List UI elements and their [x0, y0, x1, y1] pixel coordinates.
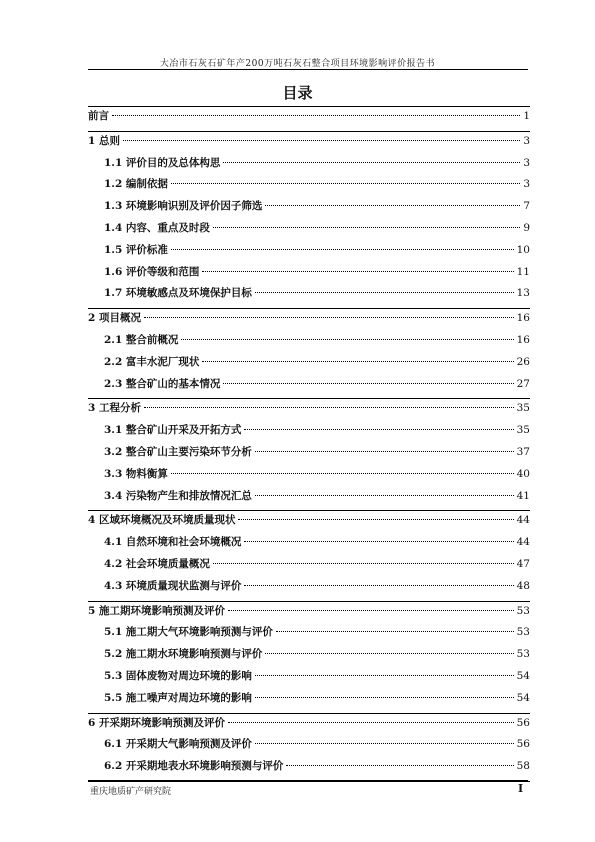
toc-entry-label: 3.1 整合矿山开采及开拓方式: [104, 424, 242, 437]
toc-entry-page: 53: [516, 626, 530, 639]
toc-entry-page: 1: [523, 110, 530, 122]
toc-subsection-entry[interactable]: [88, 422, 530, 444]
toc-entry-page: 40: [516, 467, 530, 480]
toc-entry-page: 56: [516, 738, 530, 751]
toc-section: [88, 308, 530, 398]
toc-entry-label: 5.1 施工期大气环境影响预测与评价: [104, 626, 273, 639]
toc-entry-page: 13: [516, 287, 530, 300]
toc-dot-leader: [213, 227, 520, 228]
toc-dot-leader: [213, 563, 514, 564]
toc-subsection-entry[interactable]: [88, 690, 530, 712]
header-divider: [88, 69, 528, 70]
toc-dot-leader: [171, 183, 520, 184]
toc-entry-label: 1 总则: [88, 134, 120, 147]
toc-entry-page: 35: [516, 402, 530, 415]
toc-entry-label: 1.1 评价目的及总体构思: [104, 156, 221, 169]
toc-subsection-entry[interactable]: [88, 488, 530, 510]
toc-entry-page: 16: [516, 333, 530, 346]
toc-subsection-entry[interactable]: [88, 242, 530, 264]
toc-subsection-entry[interactable]: [88, 736, 530, 758]
toc-subsection-entry[interactable]: [88, 466, 530, 488]
toc-entry-label: 4 区域环境概况及环境质量现状: [88, 514, 236, 527]
toc-entry-label: 3.2 整合矿山主要污染环节分析: [104, 445, 252, 458]
toc-entry-label: 2.2 富丰水泥厂现状: [104, 355, 200, 368]
toc-dot-leader: [181, 339, 513, 340]
toc-entry-label: 1.6 评价等级和范围: [104, 265, 200, 278]
toc-entry-label: 1.2 编制依据: [104, 178, 168, 191]
toc-chapter-entry[interactable]: [88, 603, 530, 625]
toc-dot-leader: [255, 697, 514, 698]
toc-entry-page: 58: [516, 760, 530, 773]
toc-dot-leader: [112, 115, 520, 116]
toc-subsection-entry[interactable]: [88, 264, 530, 286]
toc-dot-leader: [286, 765, 513, 766]
toc-subsection-entry[interactable]: [88, 198, 530, 220]
toc-chapter-entry[interactable]: [88, 715, 530, 737]
toc-section: [88, 510, 530, 600]
toc-section: [88, 601, 530, 713]
toc-entry-page: 35: [516, 424, 530, 437]
toc-entry-label: 1.7 环境敏感点及环境保护目标: [104, 287, 252, 300]
toc-entry-label: 4.1 自然环境和社会环境概况: [104, 536, 242, 549]
toc-dot-leader: [255, 451, 514, 452]
toc-dot-leader: [223, 162, 520, 163]
toc-entry-page: 53: [516, 604, 530, 617]
toc-entry-label: 2 项目概况: [88, 312, 141, 325]
toc-entry-page: 9: [523, 221, 530, 234]
toc-entry-page: 10: [516, 243, 530, 256]
toc-entry-page: 16: [516, 312, 530, 325]
toc-entry-label: 5.2 施工期水环境影响预测与评价: [104, 648, 263, 661]
running-header: 大冶市石灰石矿年产200万吨石灰石整合项目环境影响评价报告书: [159, 59, 436, 69]
toc-subsection-entry[interactable]: [88, 285, 530, 307]
toc-dot-leader: [223, 383, 513, 384]
toc-dot-leader: [202, 361, 513, 362]
toc-entry-page: 53: [516, 648, 530, 661]
toc-entry-page: 11: [516, 265, 530, 278]
toc-dot-leader: [255, 675, 514, 676]
toc-entry-page: 41: [516, 489, 530, 502]
toc-entry-page: 26: [516, 355, 530, 368]
toc-subsection-entry[interactable]: [88, 176, 530, 198]
toc-chapter-entry[interactable]: [88, 400, 530, 422]
toc-dot-leader: [144, 317, 514, 318]
toc-section: [88, 398, 530, 510]
toc-entry-page: 3: [523, 134, 530, 147]
toc-subsection-entry[interactable]: [88, 578, 530, 600]
toc-entry-page: 54: [516, 669, 530, 682]
footer-divider: [88, 780, 528, 781]
toc-entry-page: 47: [516, 557, 530, 570]
toc-entry-label: 6.2 开采期地表水环境影响预测与评价: [104, 760, 284, 773]
toc-entry-page: 37: [516, 445, 530, 458]
toc-title: 目录: [282, 84, 313, 102]
toc-subsection-entry[interactable]: [88, 556, 530, 578]
toc-chapter-entry[interactable]: [88, 512, 530, 534]
toc-dot-leader: [244, 541, 513, 542]
toc-dot-leader: [255, 495, 514, 496]
toc-entry-label: 1.3 环境影响识别及评价因子筛选: [104, 200, 263, 213]
toc-section: [88, 713, 530, 782]
toc-entry-page: 27: [516, 377, 530, 390]
toc-entry-page: 48: [516, 579, 530, 592]
toc-entry-label: 4.3 环境质量现状监测与评价: [104, 579, 242, 592]
toc-entry-page: 44: [516, 514, 530, 527]
toc-subsection-entry[interactable]: [88, 332, 530, 354]
toc-entry-label: 3.4 污染物产生和排放情况汇总: [104, 489, 252, 502]
toc-entry-label: 4.2 社会环境质量概况: [104, 557, 210, 570]
toc-entry-label: 5.5 施工噪声对周边环境的影响: [104, 691, 252, 704]
toc-dot-leader: [244, 585, 513, 586]
toc-entry-page: 56: [516, 716, 530, 729]
toc-entry-label: 3.3 物料衡算: [104, 467, 168, 480]
toc-subsection-entry[interactable]: [88, 220, 530, 242]
toc-entry-page: 7: [523, 200, 530, 213]
toc-entry-page: 54: [516, 691, 530, 704]
toc-subsection-entry[interactable]: [88, 155, 530, 177]
toc-dot-leader: [265, 653, 513, 654]
toc-dot-leader: [144, 407, 514, 408]
toc-section: [88, 131, 530, 308]
toc-dot-leader: [228, 610, 514, 611]
toc-subsection-entry[interactable]: [88, 624, 530, 646]
toc-entry-label: 5.3 固体废物对周边环境的影响: [104, 669, 252, 682]
toc-entry-page: 44: [516, 536, 530, 549]
toc-dot-leader: [228, 722, 514, 723]
toc-dot-leader: [123, 140, 520, 141]
toc-subsection-entry[interactable]: [88, 354, 530, 376]
toc-entry-label: 前言: [88, 110, 109, 122]
toc-subsection-entry[interactable]: [88, 758, 530, 780]
toc-entry-label: 2.3 整合矿山的基本情况: [104, 377, 221, 390]
toc-entry-label: 3 工程分析: [88, 402, 141, 415]
footer-page-number: I: [518, 782, 524, 795]
toc-entry-label: 6.1 开采期大气影响预测及评价: [104, 738, 252, 751]
toc-chapter-entry[interactable]: [88, 108, 530, 130]
toc-entry-label: 6 开采期环境影响预测及评价: [88, 716, 225, 729]
toc-entry-page: 3: [523, 156, 530, 169]
toc-entry-label: 5 施工期环境影响预测及评价: [88, 604, 225, 617]
toc-entry-label: 2.1 整合前概况: [104, 333, 179, 346]
toc-subsection-entry[interactable]: [88, 534, 530, 556]
toc-section: [88, 106, 530, 131]
toc-subsection-entry[interactable]: [88, 444, 530, 466]
toc-dot-leader: [255, 292, 514, 293]
toc-entry-page: 3: [523, 178, 530, 191]
toc-dot-leader: [265, 205, 520, 206]
table-of-contents: [88, 106, 530, 782]
toc-subsection-entry[interactable]: [88, 668, 530, 690]
toc-subsection-entry[interactable]: [88, 646, 530, 668]
toc-entry-label: 1.5 评价标准: [104, 243, 168, 256]
toc-dot-leader: [244, 429, 513, 430]
toc-dot-leader: [171, 249, 514, 250]
toc-chapter-entry[interactable]: [88, 133, 530, 155]
toc-entry-label: 1.4 内容、重点及时段: [104, 221, 210, 234]
toc-dot-leader: [238, 519, 513, 520]
footer-organization: 重庆地质矿产研究院: [90, 787, 172, 797]
toc-dot-leader: [202, 271, 513, 272]
toc-dot-leader: [171, 473, 514, 474]
toc-chapter-entry[interactable]: [88, 310, 530, 332]
toc-subsection-entry[interactable]: [88, 376, 530, 398]
toc-dot-leader: [276, 631, 514, 632]
toc-dot-leader: [255, 743, 514, 744]
